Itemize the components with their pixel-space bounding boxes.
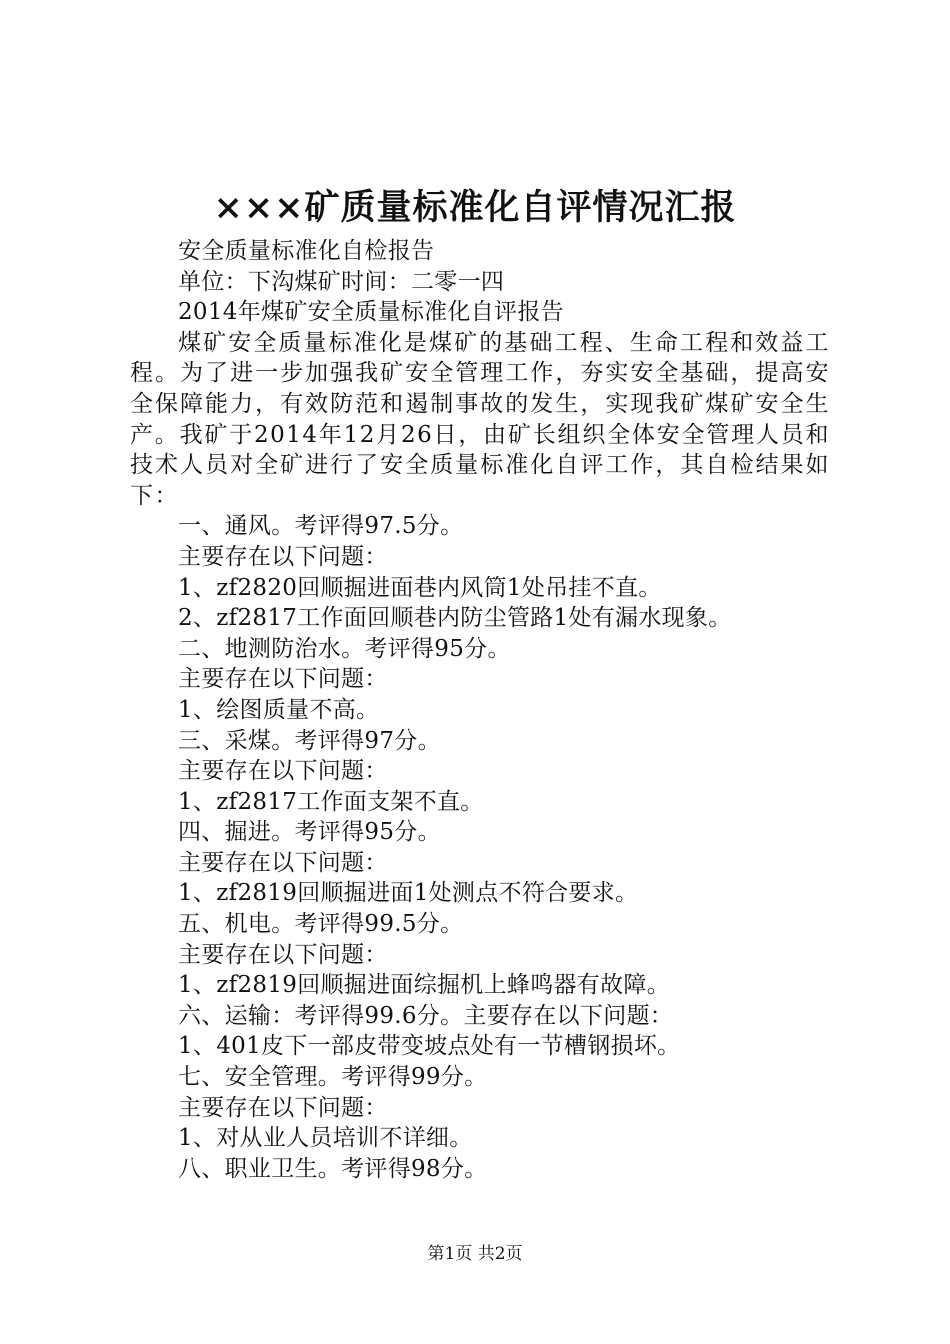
text-line: 单位：下沟煤矿时间：二零一四 <box>178 268 505 295</box>
text-line: 八、职业卫生。考评得98分。 <box>178 1155 488 1182</box>
text-line: 1、zf2817工作面支架不直。 <box>178 788 484 815</box>
text-line: 主要存在以下问题： <box>178 666 388 693</box>
page-footer: 第1页 共2页 <box>427 1244 523 1264</box>
text-line: 主要存在以下问题： <box>178 941 388 968</box>
text-line: 主要存在以下问题： <box>178 543 388 570</box>
text-line: 主要存在以下问题： <box>178 758 388 785</box>
text-line: 主要存在以下问题： <box>178 849 388 876</box>
text-line: 1、绘图质量不高。 <box>178 696 380 723</box>
text-line: 2、zf2817工作面回顺巷内防尘管路1处有漏水现象。 <box>178 605 732 632</box>
intro-paragraph: 煤矿安全质量标准化是煤矿的基础工程、生命工程和效益工程。为了进一步加强我矿安全管理工作，夯实安全基础，提高安全保障能力，有效防范和遏制事故的发生，实现我矿煤矿安全生产。我矿于2014年12月26日，由矿长组织全体安全管理人员和技术人员对全矿进行了安全质量标准化自评工作，其自检结果如下： <box>130 329 830 509</box>
text-line: 七、安全管理。考评得99分。 <box>178 1064 488 1091</box>
text-line: 四、掘进。考评得95分。 <box>178 819 441 846</box>
text-line: 1、zf2819回顺掘进面综掘机上蜂鸣器有故障。 <box>178 972 670 999</box>
text-line: 五、机电。考评得99.5分。 <box>178 911 464 938</box>
text-line: 1、zf2820回顺掘进面巷内风筒1处吊挂不直。 <box>178 574 662 601</box>
text-line: 主要存在以下问题： <box>178 1094 388 1121</box>
text-line: 安全质量标准化自检报告 <box>178 238 435 264</box>
text-line: 1、zf2819回顺掘进面1处测点不符合要求。 <box>178 880 639 907</box>
text-line: 2014年煤矿安全质量标准化自评报告 <box>178 299 564 326</box>
document-body <box>130 236 830 1184</box>
text-line: 1、401皮下一部皮带变坡点处有一节槽钢损坏。 <box>178 1033 681 1060</box>
text-line: 六、运输：考评得99.6分。主要存在以下问题： <box>178 1002 674 1029</box>
text-line: 三、采煤。考评得97分。 <box>178 727 441 754</box>
text-line: 二、地测防治水。考评得95分。 <box>178 635 511 662</box>
text-line: 1、对从业人员培训不详细。 <box>178 1125 473 1152</box>
text-line: 一、通风。考评得97.5分。 <box>178 513 464 540</box>
document-title: ×××矿质量标准化自评情况汇报 <box>213 187 737 228</box>
